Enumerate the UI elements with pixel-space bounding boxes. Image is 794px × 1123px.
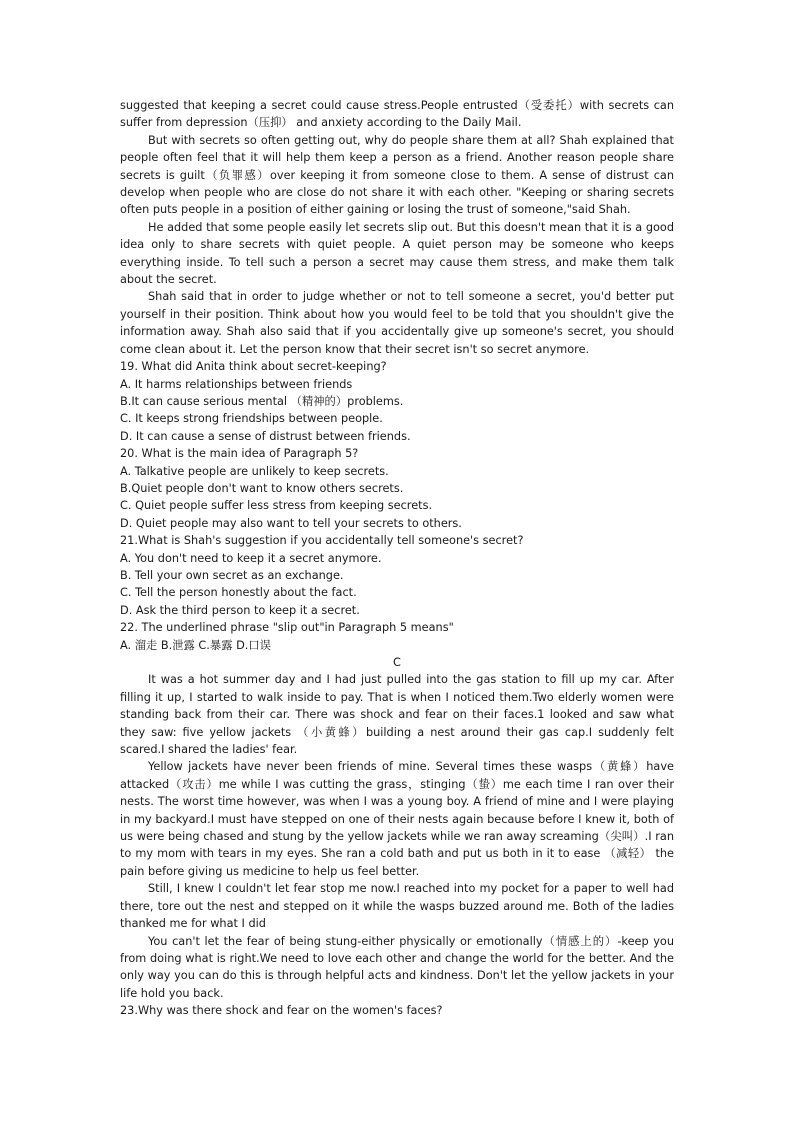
option-20-a: A. Talkative people are unlikely to keep secrets. (120, 464, 389, 478)
passage-c-paragraph-1: It was a hot summer day and I had just pulled into the gas station to fill up my car. After filling it up, I started to walk inside to pay. That is when I noticed them.Two elderly women were standing back from their car. There was shock and fear on their faces.1 looked and saw what they saw: five yellow jackets （小黄蜂）building a nest around their gas cap.I suddenly felt scared.I shared the ladies' fear. (120, 673, 674, 757)
questions-b (120, 358, 674, 654)
passage-b-paragraph-2: But with secrets so often getting out, why do people share them at all? Shah explained that people often feel that it will help them keep a person as a friend. Another reason people share secrets is guilt（负罪感）over keeping it from someone close to them. A sense of distrust can develop when people who are close do not share it with each other. "Keeping or sharing secrets often puts people in a position of either gaining or losing the trust of someone,"said Shah. (120, 133, 674, 217)
option-20-c: C. Quiet people suffer less stress from keeping secrets. (120, 499, 433, 513)
section-c-label: C (393, 656, 401, 669)
option-21-d: D. Ask the third person to keep it a secret. (120, 603, 360, 617)
question-19: 19. What did Anita think about secret-keeping? (120, 360, 387, 374)
options-22: A. 溜走 B.泄露 C.暴露 D.口误 (120, 638, 271, 652)
option-19-c: C. It keeps strong friendships between people. (120, 412, 383, 426)
question-20: 20. What is the main idea of Paragraph 5? (120, 447, 359, 461)
option-19-a: A. It harms relationships between friends (120, 377, 353, 391)
passage-b-paragraph-1: suggested that keeping a secret could cause stress.People entrusted（受委托）with secrets can suffer from depression（压抑） and anxiety according to the Daily Mail. (120, 99, 674, 130)
question-22: 22. The underlined phrase "slip out"in Paragraph 5 means" (120, 621, 454, 635)
passage-b-paragraph-4: Shah said that in order to judge whether or not to tell someone a secret, you'd better put yourself in their position. Think about how you would feel to be told that you shouldn't give the information away. Shah also said that if you accidentally give up someone's secret, you should come clean about it. Let the person know that their secret isn't so secret anymore. (120, 290, 674, 356)
option-19-d: D. It can cause a sense of distrust between friends. (120, 429, 411, 443)
passage-c-paragraph-3: Still, I knew I couldn't let fear stop me now.I reached into my pocket for a paper to well had there, tore out the nest and stepped on it while the wasps buzzed around me. Both of the ladies thanked me for what I did (120, 882, 674, 931)
question-23: 23.Why was there shock and fear on the women's faces? (120, 1004, 443, 1018)
option-20-d: D. Quiet people may also want to tell your secrets to others. (120, 516, 462, 530)
passage-c-paragraph-2: Yellow jackets have never been friends of mine. Several times these wasps（黄蜂）have attacked（攻击）me while I was cutting the grass，stinging（蛰）me each time I ran over their nests. The worst time however, was when I was a young boy. A friend of mine and I were playing in my backyard.I must have stepped on one of their nests again because before I knew it, both of us were being chased and stung by the yellow jackets while we ran away screaming（尖叫）.I ran to my mom with tears in my eyes. She ran a cold bath and put us both in it to ease （减轻） the pain before giving us medicine to help us feel better. (120, 760, 674, 878)
option-20-b: B.Quiet people don't want to know others secrets. (120, 481, 404, 495)
option-19-b: B.It can cause serious mental （精神的）problems. (120, 394, 404, 408)
question-21: 21.What is Shah's suggestion if you accidentally tell someone's secret? (120, 534, 524, 548)
option-21-c: C. Tell the person honestly about the fact. (120, 586, 357, 600)
option-21-a: A. You don't need to keep it a secret anymore. (120, 551, 382, 565)
passage-c-paragraph-4: You can't let the fear of being stung-either physically or emotionally（情感上的）-keep you from doing what is right.We need to love each other and change the world for the better. And the only way you can do this is through helpful acts and kindness. Don't let the yellow jackets in your life hold you back. (120, 934, 674, 1000)
option-21-b: B. Tell your own secret as an exchange. (120, 568, 344, 582)
document-page (120, 97, 674, 1020)
passage-b-paragraph-3: He added that some people easily let secrets slip out. But this doesn't mean that it is a good idea only to share secrets with quiet people. A quiet person may be someone who keeps everything inside. To tell such a person a secret may cause them stress, and make them talk about the secret. (120, 220, 674, 287)
